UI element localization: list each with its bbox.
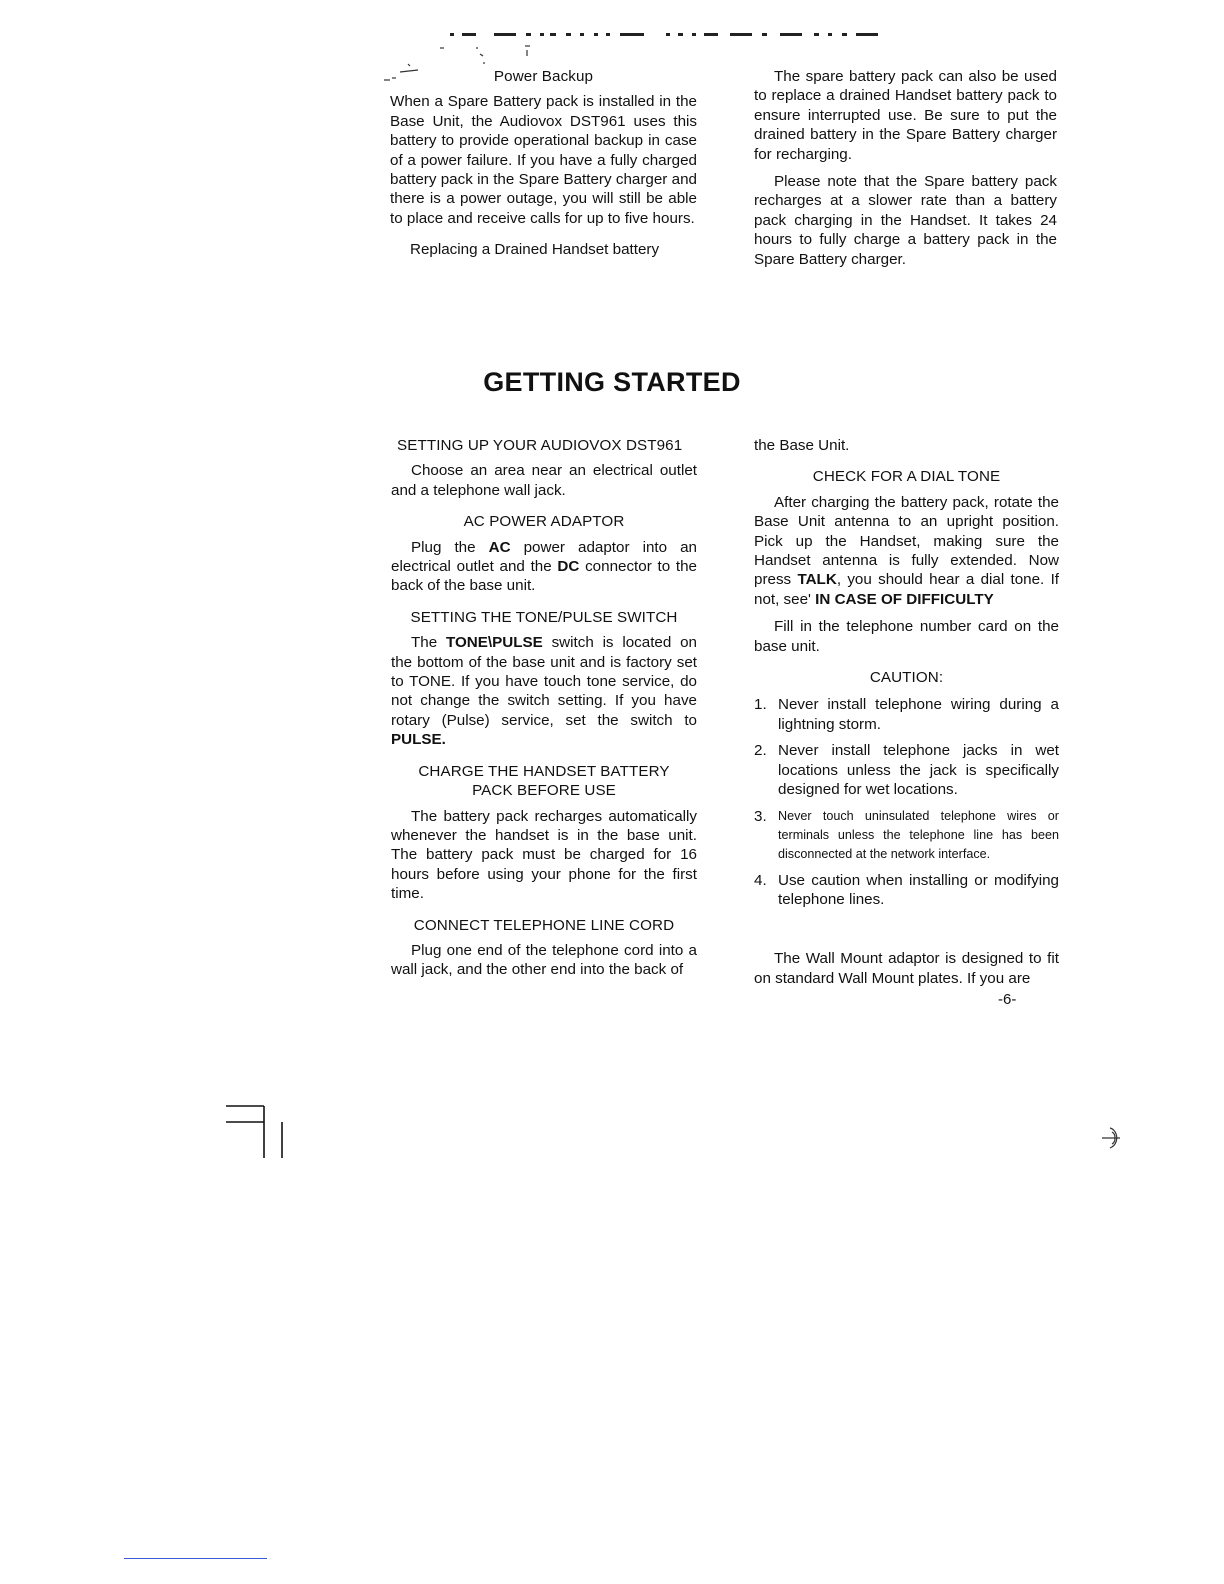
power-backup-heading: Power Backup — [493, 68, 594, 85]
section-title: GETTING STARTED — [483, 367, 741, 397]
page-number: -6- — [998, 991, 1017, 1008]
top-left-column — [390, 67, 697, 268]
caution-item — [754, 871, 1059, 910]
charge-heading-line2: PACK BEFORE USE — [472, 782, 616, 800]
tone-bold-pulse: PULSE. — [391, 731, 446, 749]
footer-rule — [124, 1558, 267, 1559]
dial-bold-talk: TALK — [797, 571, 837, 589]
getting-started-right-column — [754, 436, 1059, 996]
ac-bold-dc: DC — [557, 558, 580, 576]
tone-bold-switch: TONE\PULSE — [445, 634, 543, 652]
ac-text-1: Plug the — [411, 538, 489, 556]
caution-number: 2. — [754, 742, 767, 760]
slower-rate-text: Please note that the Spare battery pack recharges at a slower rate than a battery pack charging in the Handset. It takes 24 hours to fully charge a battery pack in the Spare Battery charger. — [754, 173, 1057, 268]
caution-number: 4. — [754, 871, 767, 889]
replacing-heading: Replacing a Drained Handset battery — [410, 241, 660, 259]
wall-mount-text: The Wall Mount adaptor is designed to fit on standard Wall Mount plates. If you are — [754, 950, 1059, 987]
crop-mark-icon — [224, 1100, 288, 1160]
charge-heading-line1: CHARGE THE HANDSET BATTERY — [418, 762, 670, 780]
top-right-column — [754, 67, 1057, 277]
caution-text: Never install telephone jacks in wet locations unless the jack is specifically designed for wet locations. — [778, 742, 1059, 799]
caution-item — [754, 807, 1059, 864]
scan-artifact-top — [430, 30, 900, 40]
setup-heading: SETTING UP YOUR AUDIOVOX DST961 — [397, 437, 683, 454]
dial-text-2: , you should hear a dial tone. If not, see' — [754, 571, 1060, 608]
caution-text: Use caution when installing or modifying telephone lines. — [778, 871, 1059, 908]
base-unit-continuation: the Base Unit. — [754, 437, 850, 454]
tone-text-1: The — [411, 634, 446, 652]
caution-item — [754, 695, 1059, 734]
caution-list — [754, 695, 1059, 909]
connect-cord-text: Plug one end of the telephone cord into a wall jack, and the other end into the back of — [391, 941, 697, 979]
dial-tone-heading: CHECK FOR A DIAL TONE — [812, 468, 1001, 486]
tone-text-2: switch is located on the bottom of the base unit and is factory set to TONE. If you have touch tone service, do not change the switch setting. If you have rotary (Pulse) service, set the switch to — [391, 634, 697, 729]
caution-heading: CAUTION: — [869, 669, 944, 687]
power-backup-text: When a Spare Battery pack is installed in the Base Unit, the Audiovox DST961 uses this battery to provide operational backup in case of a power failure. If you have a fully charged battery pack in the Spare Battery charger and there is a power outage, you will still be able to place and receive calls for up to five hours. — [390, 93, 697, 227]
dial-tone-text — [754, 493, 1059, 609]
caution-number: 1. — [754, 696, 767, 714]
connect-cord-heading: CONNECT TELEPHONE LINE CORD — [413, 916, 675, 934]
dial-text-1: After charging the battery pack, rotate the Base Unit antenna to an upright position. Pick up the Handset, making sure the Handset antenna is fully extended. Now press — [754, 493, 1059, 589]
caution-number: 3. — [754, 807, 767, 825]
caution-item — [754, 741, 1059, 799]
spare-battery-text: The spare battery pack can also be used to replace a drained Handset battery pack to ensure interrupted use. Be sure to put the drained battery in the Spare Battery charger for recharging. — [754, 68, 1057, 163]
registration-mark-icon — [1094, 1124, 1128, 1152]
ac-bold-ac: AC — [488, 538, 511, 556]
caution-text: Never install telephone wiring during a lightning storm. — [778, 696, 1059, 733]
ac-power-text — [391, 538, 697, 596]
getting-started-left-column — [391, 436, 697, 988]
ac-text-3: connector to the back of the base unit. — [391, 558, 697, 595]
tone-pulse-text — [391, 633, 697, 749]
tone-pulse-heading: SETTING THE TONE/PULSE SWITCH — [410, 608, 678, 626]
ac-text-2: power adaptor into an electrical outlet and the — [391, 538, 697, 576]
charge-text: The battery pack recharges automatically whenever the handset is in the base unit. The battery pack must be charged for 16 hours before using your phone for the first time. — [391, 807, 697, 903]
ac-power-heading: AC POWER ADAPTOR — [463, 513, 625, 531]
fill-card-text: Fill in the telephone number card on the base unit. — [754, 618, 1059, 655]
setup-text: Choose an area near an electrical outlet and a telephone wall jack. — [391, 462, 697, 499]
caution-text: Never touch uninsulated telephone wires or terminals unless the telephone line has been disconnected at the network interface. — [778, 808, 1059, 861]
dial-bold-difficulty: IN CASE OF DIFFICULTY — [815, 590, 994, 608]
